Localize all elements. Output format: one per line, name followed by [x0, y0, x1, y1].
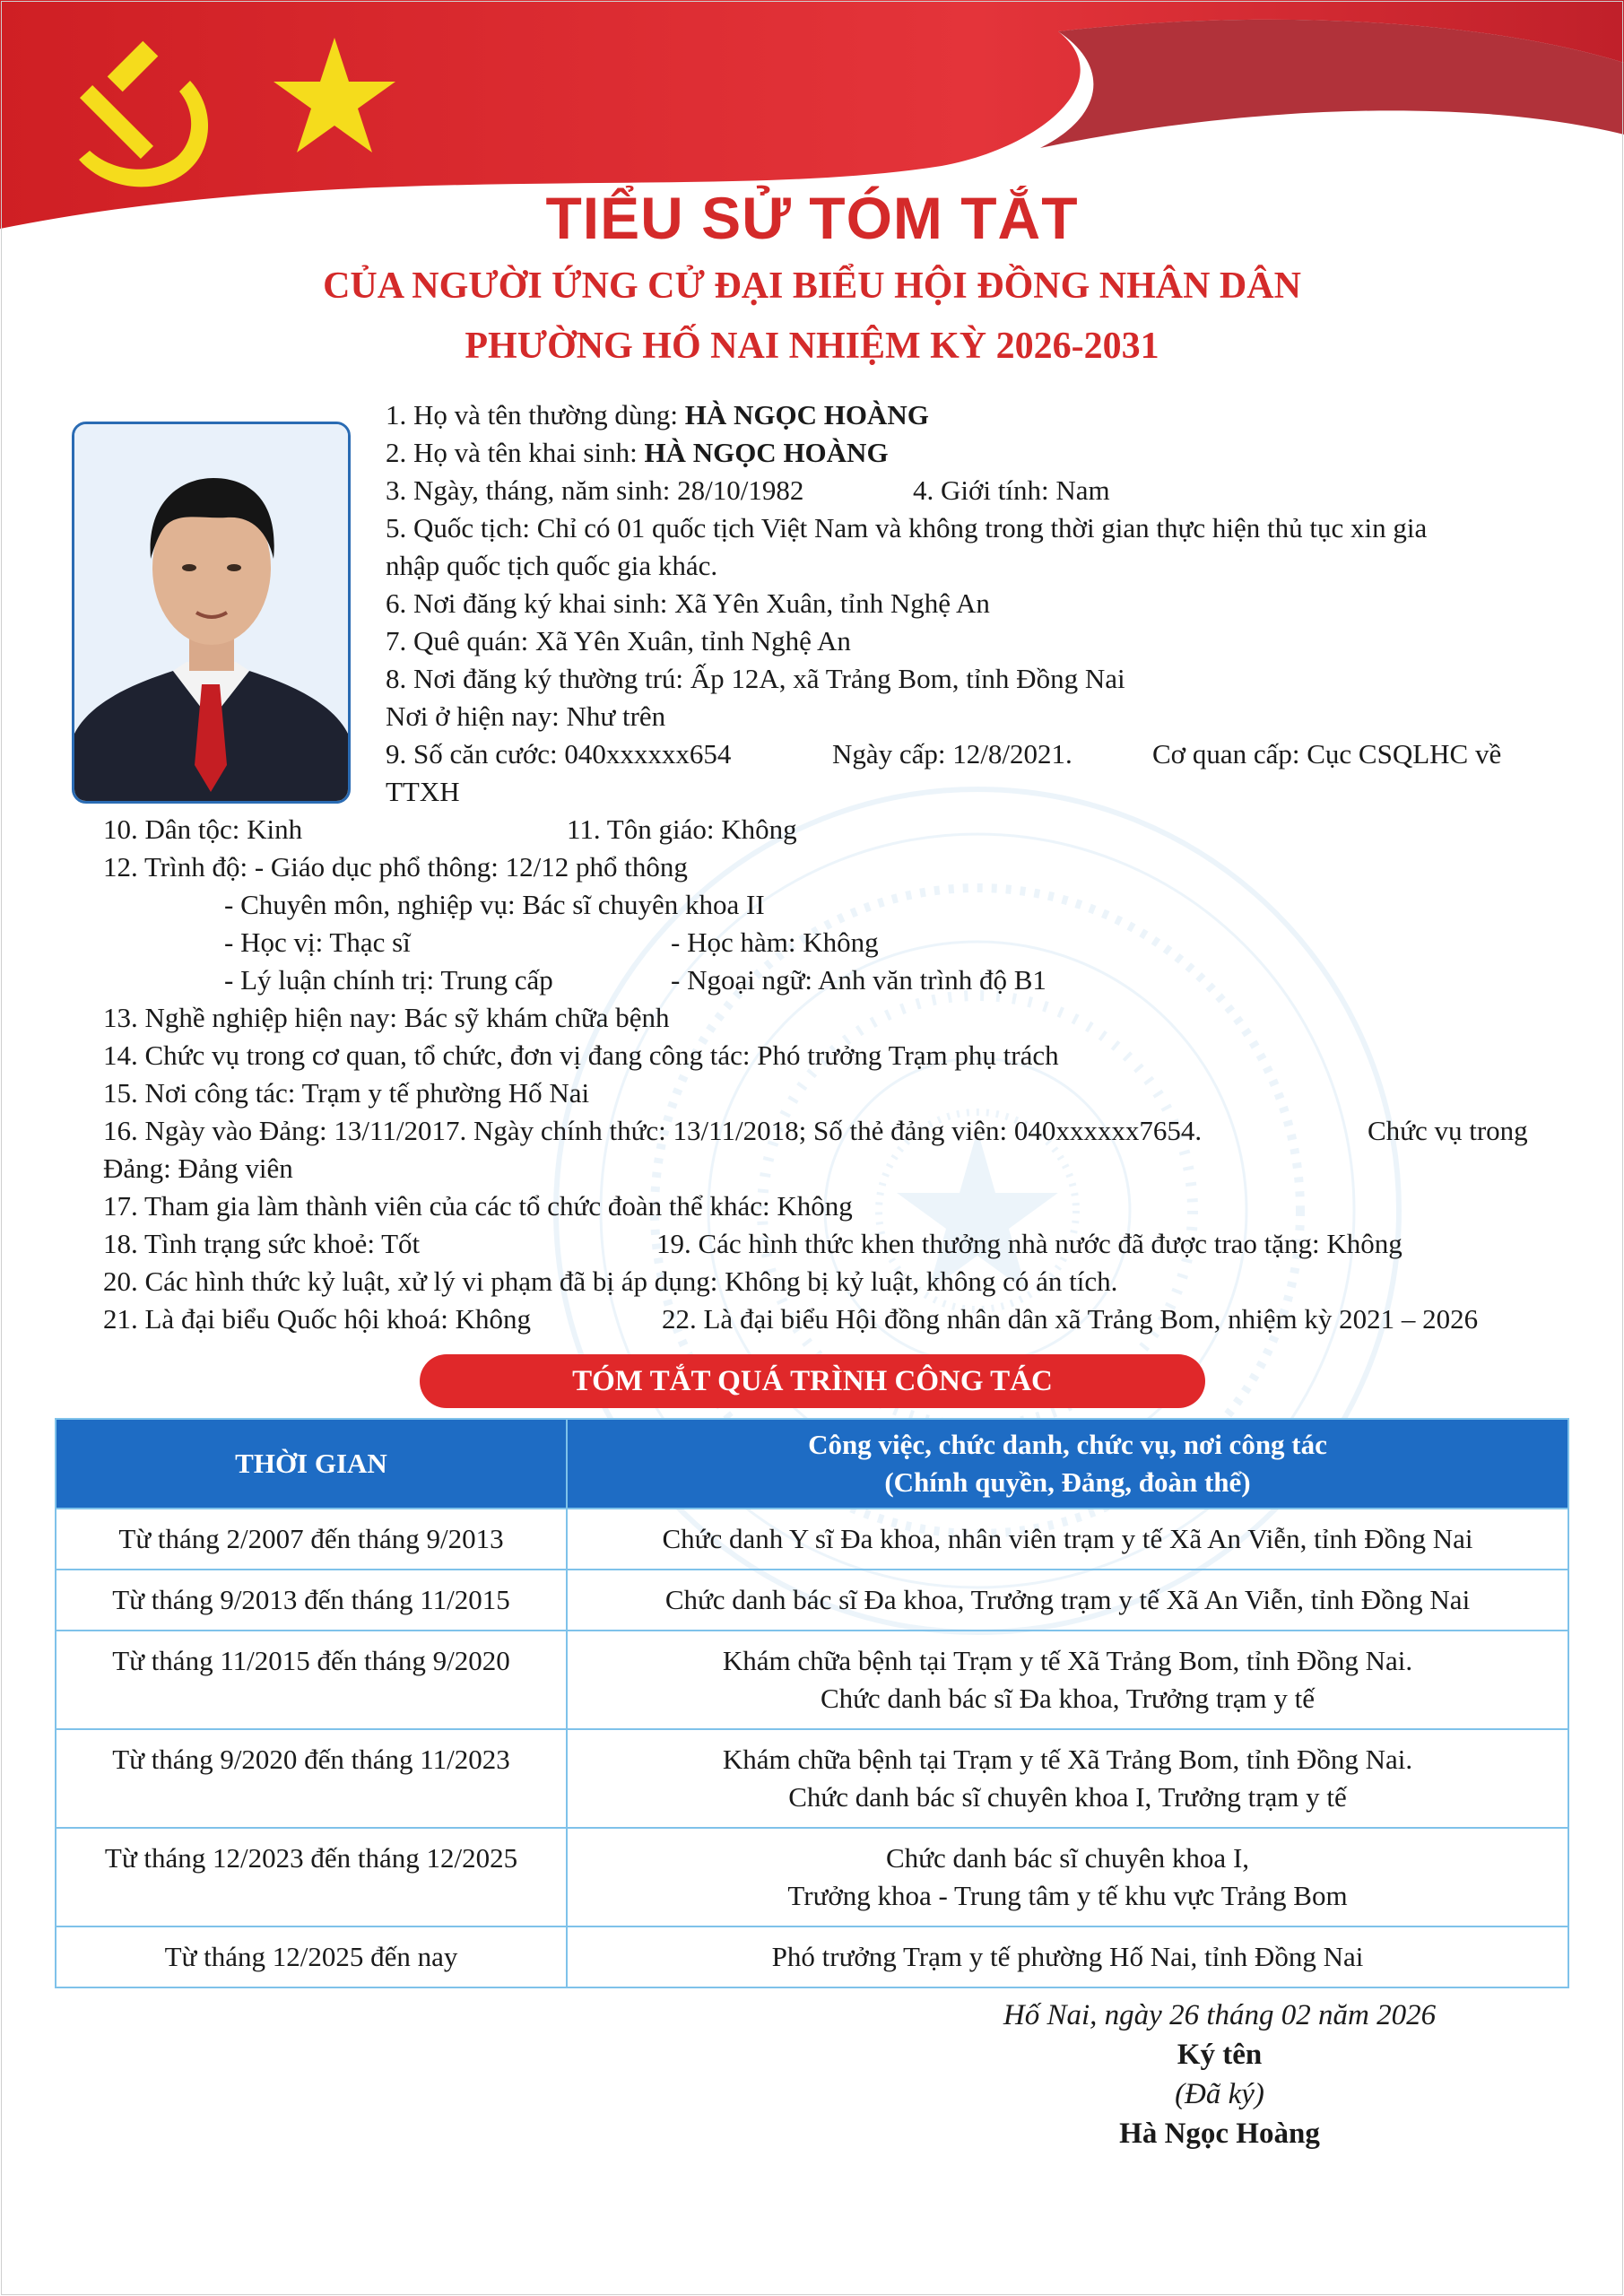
- row-time: Từ tháng 12/2023 đến tháng 12/2025: [56, 1828, 567, 1926]
- row-time: Từ tháng 9/2013 đến tháng 11/2015: [56, 1570, 567, 1631]
- row-time: Từ tháng 2/2007 đến tháng 9/2013: [56, 1509, 567, 1570]
- page-border: [1, 1, 1623, 2295]
- row-time: Từ tháng 12/2025 đến nay: [56, 1926, 567, 1987]
- field-position: 14. Chức vụ trong cơ quan, tổ chức, đơn vị đang công tác: Phó trưởng Trạm phụ trách: [103, 1039, 1059, 1071]
- field-current-residence: Nơi ở hiện nay: Như trên: [386, 700, 666, 732]
- field-education: 12. Trình độ: - Giáo dục phổ thông: 12/12 phổ thông: [103, 851, 688, 883]
- field-id-issue-date: Ngày cấp: 12/8/2021.: [832, 738, 1073, 770]
- row-job: Chức danh Y sĩ Đa khoa, nhân viên trạm y tế Xã An Viễn, tỉnh Đồng Nai: [567, 1509, 1568, 1570]
- row-time: Từ tháng 11/2015 đến tháng 9/2020: [56, 1631, 567, 1729]
- field-party-position-label: Chức vụ trong: [1368, 1115, 1528, 1146]
- field-id-issuer: Cơ quan cấp: Cục CSQLHC về: [1152, 738, 1502, 770]
- field-birth-name: 2. Họ và tên khai sinh: HÀ NGỌC HOÀNG: [386, 437, 889, 468]
- field-occupation: 13. Nghề nghiệp hiện nay: Bác sỹ khám chữa bệnh: [103, 1002, 670, 1033]
- field-specialty: - Chuyên môn, nghiệp vụ: Bác sĩ chuyên khoa II: [224, 889, 765, 920]
- document-subtitle-2: PHƯỜNG HỐ NAI NHIỆM KỲ 2026-2031: [465, 326, 1159, 367]
- field-foreign-language: - Ngoại ngữ: Anh văn trình độ B1: [671, 964, 1046, 996]
- field-workplace: 15. Nơi công tác: Trạm y tế phường Hố Nai: [103, 1077, 590, 1109]
- row-job: Phó trưởng Trạm y tế phường Hố Nai, tỉnh Đồng Nai: [567, 1926, 1568, 1987]
- field-gender: 4. Giới tính: Nam: [913, 474, 1110, 506]
- field-awards: 19. Các hình thức khen thưởng nhà nước đã được trao tặng: Không: [656, 1228, 1403, 1259]
- row-job: Chức danh bác sĩ chuyên khoa I, Trưởng khoa - Trung tâm y tế khu vực Trảng Bom: [567, 1828, 1568, 1926]
- field-degree: - Học vị: Thạc sĩ: [224, 926, 411, 958]
- column-header-job: Công việc, chức danh, chức vụ, nơi công tác (Chính quyền, Đảng, đoàn thể): [567, 1419, 1568, 1509]
- field-birth-registration: 6. Nơi đăng ký khai sinh: Xã Yên Xuân, tỉnh Nghệ An: [386, 587, 990, 619]
- field-health: 18. Tình trạng sức khoẻ: Tốt: [103, 1228, 421, 1259]
- field-council-member: 22. Là đại biểu Hội đồng nhân dân xã Trảng Bom, nhiệm kỳ 2021 – 2026: [662, 1303, 1479, 1335]
- row-job: Khám chữa bệnh tại Trạm y tế Xã Trảng Bom, tỉnh Đồng Nai. Chức danh bác sĩ chuyên khoa I, Trưởng trạm y tế: [567, 1729, 1568, 1828]
- field-id-issuer-cont: TTXH: [386, 776, 460, 807]
- field-religion: 11. Tôn giáo: Không: [567, 813, 797, 845]
- field-academic-title: - Học hàm: Không: [671, 926, 879, 958]
- field-discipline: 20. Các hình thức kỷ luật, xử lý vi phạm đã bị áp dụng: Không bị kỷ luật, không có án tích.: [103, 1265, 1118, 1297]
- field-common-name: 1. Họ và tên thường dùng: HÀ NGỌC HOÀNG: [386, 399, 929, 430]
- document-title: TIỂU SỬ TÓM TẮT: [545, 185, 1079, 251]
- signature-status: (Đã ký): [1175, 2078, 1264, 2110]
- row-job: Chức danh bác sĩ Đa khoa, Trưởng trạm y tế Xã An Viễn, tỉnh Đồng Nai: [567, 1570, 1568, 1631]
- signatory-name: Hà Ngọc Hoàng: [1119, 2118, 1320, 2150]
- field-nationality-cont: nhập quốc tịch quốc gia khác.: [386, 550, 718, 581]
- document-subtitle-1: CỦA NGƯỜI ỨNG CỬ ĐẠI BIỂU HỘI ĐỒNG NHÂN DÂN: [323, 265, 1301, 307]
- field-party-position: Đảng: Đảng viên: [103, 1152, 293, 1184]
- field-nationality: 5. Quốc tịch: Chỉ có 01 quốc tịch Việt Nam và không trong thời gian thực hiện thủ tục xin gia: [386, 512, 1428, 544]
- field-political-theory: - Lý luận chính trị: Trung cấp: [224, 964, 553, 996]
- field-party-admission: 16. Ngày vào Đảng: 13/11/2017. Ngày chính thức: 13/11/2018; Số thẻ đảng viên: 040xxxxxx7654.: [103, 1115, 1203, 1146]
- field-permanent-residence: 8. Nơi đăng ký thường trú: Ấp 12A, xã Trảng Bom, tỉnh Đồng Nai: [386, 663, 1125, 694]
- work-history-heading: TÓM TẮT QUÁ TRÌNH CÔNG TÁC: [420, 1354, 1205, 1408]
- field-ethnicity: 10. Dân tộc: Kinh: [103, 813, 303, 845]
- signature-label: Ký tên: [1177, 2039, 1263, 2071]
- signature-place-date: Hố Nai, ngày 26 tháng 02 năm 2026: [1003, 1999, 1437, 2031]
- column-header-time: THỜI GIAN: [56, 1419, 567, 1509]
- field-national-assembly: 21. Là đại biểu Quốc hội khoá: Không: [103, 1303, 531, 1335]
- field-birth-date: 3. Ngày, tháng, năm sinh: 28/10/1982: [386, 474, 804, 506]
- row-time: Từ tháng 9/2020 đến tháng 11/2023: [56, 1729, 567, 1828]
- field-hometown: 7. Quê quán: Xã Yên Xuân, tỉnh Nghệ An: [386, 625, 851, 657]
- field-id-number: 9. Số căn cước: 040xxxxxx654: [386, 738, 732, 770]
- field-other-organizations: 17. Tham gia làm thành viên của các tổ chức đoàn thể khác: Không: [103, 1190, 853, 1222]
- row-job: Khám chữa bệnh tại Trạm y tế Xã Trảng Bom, tỉnh Đồng Nai. Chức danh bác sĩ Đa khoa, Trưởng trạm y tế: [567, 1631, 1568, 1729]
